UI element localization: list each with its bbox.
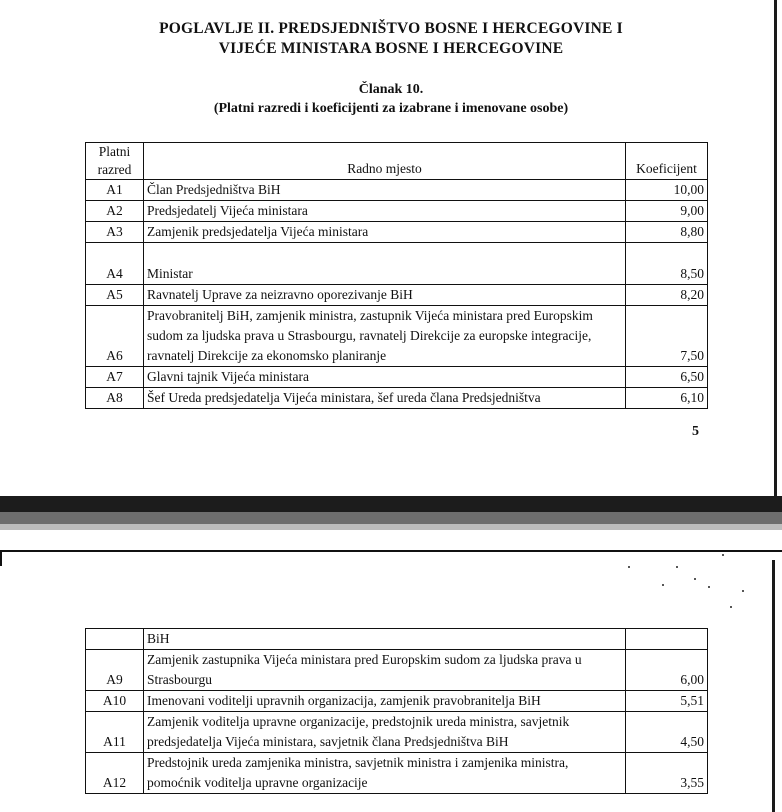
pay-grade: A8 bbox=[86, 388, 144, 409]
scan-speck bbox=[662, 584, 664, 586]
scan-speck bbox=[742, 590, 744, 592]
pay-grade: A12 bbox=[86, 753, 144, 794]
table-row bbox=[86, 712, 708, 753]
article-subtitle: (Platni razredi i koeficijenti za izabrane i imenovane osobe) bbox=[213, 101, 569, 116]
header-pay-grade-line1: Platni bbox=[98, 144, 131, 159]
coefficient: 8,80 bbox=[626, 222, 708, 243]
position: Zamjenik predsjedatelja Vijeća ministara bbox=[144, 222, 626, 243]
position: Ravnatelj Uprave za neizravno oporezivanje BiH bbox=[144, 285, 626, 306]
table-row bbox=[86, 201, 708, 222]
coefficient bbox=[626, 629, 708, 650]
header-pay-grade-line2: razred bbox=[97, 162, 132, 177]
coefficient: 6,00 bbox=[626, 650, 708, 691]
position: Predstojnik ureda zamjenika ministra, savjetnik ministra i zamjenika ministra, pomoćnik voditelja upravne organizacije bbox=[144, 753, 626, 794]
table-row bbox=[86, 222, 708, 243]
table-row bbox=[86, 691, 708, 712]
coefficient: 10,00 bbox=[626, 180, 708, 201]
position: Pravobranitelj BiH, zamjenik ministra, zastupnik Vijeća ministara pred Europskim sudom za ljudska prava u Strasbourgu, ravnatelj Direkcije za europske integracije, ravnatelj Direkcije za ekonomsko planiranje bbox=[144, 306, 626, 367]
salary-table-page1 bbox=[85, 142, 708, 409]
coefficient: 3,55 bbox=[626, 753, 708, 794]
position: Šef Ureda predsjedatelja Vijeća ministara, šef ureda člana Predsjedništva bbox=[144, 388, 626, 409]
pay-grade: A11 bbox=[86, 712, 144, 753]
table-row bbox=[86, 629, 708, 650]
position: Imenovani voditelji upravnih organizacija, zamjenik pravobranitelja BiH bbox=[144, 691, 626, 712]
position: Zamjenik voditelja upravne organizacije, predstojnik ureda ministra, savjetnik predsjedatelja Vijeća ministara, savjetnik člana Predsjedništva BiH bbox=[144, 712, 626, 753]
coefficient: 8,20 bbox=[626, 285, 708, 306]
page2-left-edge bbox=[0, 550, 2, 566]
salary-table-page2 bbox=[85, 628, 708, 794]
position: Član Predsjedništva BiH bbox=[144, 180, 626, 201]
page-number: 5 bbox=[692, 424, 699, 439]
pay-grade: A7 bbox=[86, 367, 144, 388]
pay-grade: A6 bbox=[86, 306, 144, 367]
table-row bbox=[86, 753, 708, 794]
scan-speck bbox=[730, 606, 732, 608]
page-separator-mid bbox=[0, 512, 782, 524]
scan-speck bbox=[694, 578, 696, 580]
page-edge-shadow bbox=[774, 0, 777, 500]
header-position: Radno mjesto bbox=[144, 143, 626, 180]
pay-grade: A10 bbox=[86, 691, 144, 712]
header-coefficient: Koeficijent bbox=[626, 143, 708, 180]
pay-grade: A2 bbox=[86, 201, 144, 222]
scan-speck bbox=[628, 566, 630, 568]
table-row bbox=[86, 243, 708, 285]
coefficient: 8,50 bbox=[626, 243, 708, 285]
table-row bbox=[86, 388, 708, 409]
scan-speck bbox=[708, 586, 710, 588]
coefficient: 6,50 bbox=[626, 367, 708, 388]
pay-grade: A9 bbox=[86, 650, 144, 691]
pay-grade: A5 bbox=[86, 285, 144, 306]
table-header-row bbox=[86, 143, 708, 180]
article-number: Članak 10. bbox=[358, 82, 424, 97]
position: Zamjenik zastupnika Vijeća ministara pred Europskim sudom za ljudska prava u Strasbourgu bbox=[144, 650, 626, 691]
position: Ministar bbox=[144, 243, 626, 285]
chapter-title-line2: VIJEĆE MINISTARA BOSNE I HERCEGOVINE bbox=[218, 40, 564, 57]
header-pay-grade bbox=[86, 143, 144, 180]
pay-grade bbox=[86, 629, 144, 650]
table-row bbox=[86, 367, 708, 388]
pay-grade: A4 bbox=[86, 243, 144, 285]
scan-speck bbox=[722, 554, 724, 556]
coefficient: 4,50 bbox=[626, 712, 708, 753]
table-row bbox=[86, 180, 708, 201]
coefficient: 7,50 bbox=[626, 306, 708, 367]
page2-top-edge bbox=[0, 550, 782, 552]
table-row bbox=[86, 650, 708, 691]
position: Glavni tajnik Vijeća ministara bbox=[144, 367, 626, 388]
position: Predsjedatelj Vijeća ministara bbox=[144, 201, 626, 222]
scan-speck bbox=[676, 566, 678, 568]
pay-grade: A3 bbox=[86, 222, 144, 243]
coefficient: 6,10 bbox=[626, 388, 708, 409]
table-row bbox=[86, 306, 708, 367]
coefficient: 9,00 bbox=[626, 201, 708, 222]
table-row bbox=[86, 285, 708, 306]
pay-grade: A1 bbox=[86, 180, 144, 201]
coefficient: 5,51 bbox=[626, 691, 708, 712]
page2-right-edge bbox=[772, 560, 775, 812]
position: BiH bbox=[144, 629, 626, 650]
page-separator-dark bbox=[0, 496, 782, 512]
chapter-title-line1: POGLAVLJE II. PREDSJEDNIŠTVO BOSNE I HERCEGOVINE I bbox=[159, 20, 623, 37]
